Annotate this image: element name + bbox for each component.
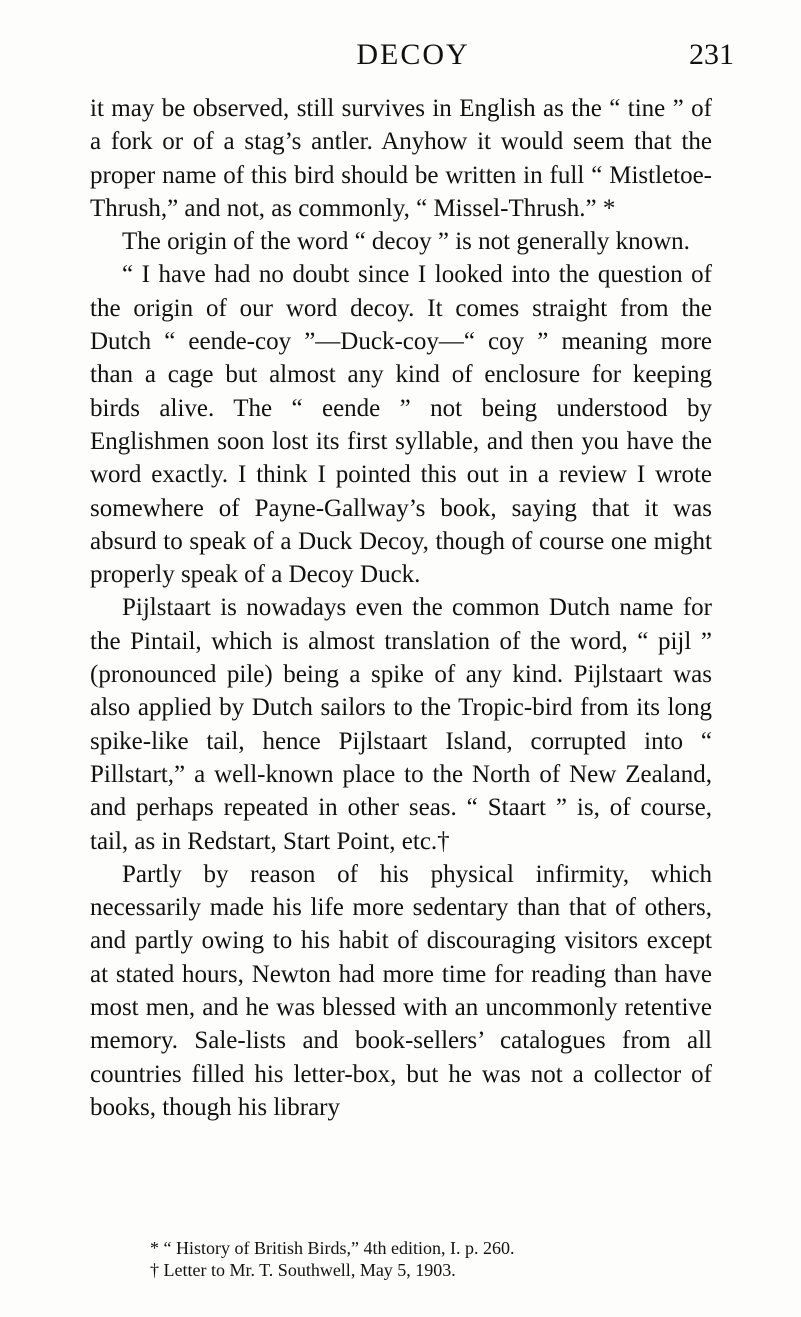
paragraph-1: it may be observed, still survives in English as the “ tine ” of a fork or of a stag’s antler. Anyhow it would seem that the proper name of this bird should be written in full “ Mistletoe-Thrush,” and not, as commonly, “ Missel-Thrush.” *: [90, 95, 712, 222]
footnote-2: † Letter to Mr. T. Southwell, May 5, 1903.: [150, 1260, 456, 1280]
body-text: [90, 92, 712, 1124]
footnote-1: * “ History of British Birds,” 4th edition, I. p. 260.: [150, 1238, 515, 1258]
paragraph-5: Partly by reason of his physical infirmity, which necessarily made his life more sedentary than that of others, and partly owing to his habit of discouraging visitors except at stated hours, Newton had more time for reading than have most men, and he was blessed with an uncommonly retentive memory. Sale-lists and book-sellers’ catalogues from all countries filled his letter-box, but he was not a collector of books, though his library: [90, 860, 712, 1121]
paragraph-2: The origin of the word “ decoy ” is not generally known.: [122, 228, 690, 256]
running-head: [88, 38, 738, 82]
page-number: 231: [689, 38, 734, 71]
footnotes: [150, 1237, 730, 1281]
running-title: DECOY: [356, 38, 470, 71]
paragraph-3: “ I have had no doubt since I looked into the question of the origin of our word decoy. It comes straight from the Dutch “ eende-coy ”—Duck-coy—“ coy ” meaning more than a cage but almost any kind of enclosure for keeping birds alive. The “ eende ” not being understood by Englishmen soon lost its first syllable, and then you have the word exactly. I think I pointed this out in a review I wrote somewhere of Payne-Gallway’s book, saying that it was absurd to speak of a Duck Decoy, though of course one might properly speak of a Decoy Duck.: [90, 261, 712, 589]
paragraph-4: Pijlstaart is nowadays even the common Dutch name for the Pintail, which is almost translation of the word, “ pijl ” (pronounced pile) being a spike of any kind. Pijlstaart was also applied by Dutch sailors to the Tropic-bird from its long spike-like tail, hence Pijlstaart Island, corrupted into “ Pillstart,” a well-known place to the North of New Zealand, and perhaps repeated in other seas. “ Staart ” is, of course, tail, as in Redstart, Start Point, etc.†: [90, 594, 712, 855]
